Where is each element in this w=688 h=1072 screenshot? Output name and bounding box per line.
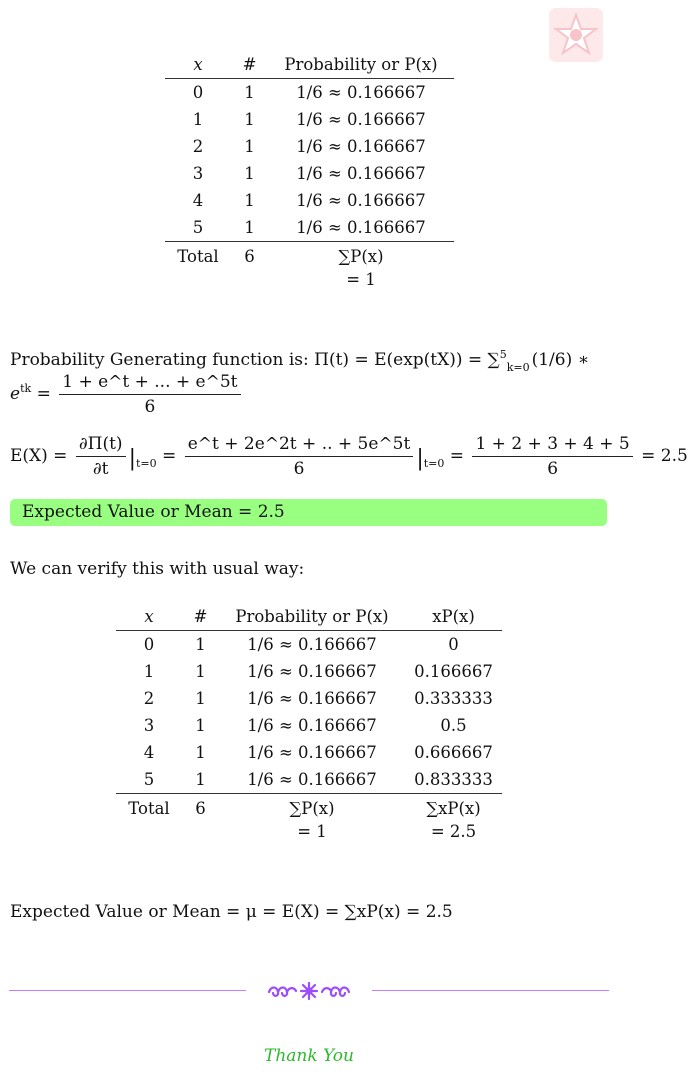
table-row	[165, 214, 454, 242]
cell-x: 3	[192, 164, 204, 183]
pgf-fraction	[59, 372, 240, 417]
cell-probability: 1/6 ≈ 0.166667	[247, 635, 377, 654]
ex-mid-num: e^t + 2e^2t + .. + 5e^5t	[185, 434, 414, 457]
ex-d-num: ∂Π(t)	[76, 434, 126, 457]
table-header-row	[165, 52, 454, 79]
ex-d-den: ∂t	[92, 459, 109, 479]
cell-count: 1	[195, 743, 206, 762]
cell-count: 1	[195, 635, 206, 654]
cell-count: 1	[244, 191, 255, 210]
cell-xp: 0.333333	[414, 689, 493, 708]
cell-x: 0	[192, 83, 204, 102]
cell-x: 1	[143, 662, 155, 681]
header-x: x	[116, 604, 182, 631]
cell-count: 1	[195, 662, 206, 681]
verification-table	[116, 604, 502, 848]
pgf-sum-upper: 5	[499, 348, 507, 361]
header-xp: xP(x)	[405, 604, 502, 631]
cell-x: 2	[143, 689, 155, 708]
floral-ornament-icon	[265, 980, 353, 1002]
table-row	[165, 106, 454, 133]
pgf-lhs-base: e	[10, 384, 21, 404]
cell-x: 1	[192, 110, 204, 129]
cell-count: 1	[244, 164, 255, 183]
cell-probability: 1/6 ≈ 0.166667	[296, 164, 426, 183]
header-probability: Probability or P(x)	[268, 52, 454, 79]
pgf-line-2	[10, 372, 244, 417]
cell-count: 1	[195, 770, 206, 789]
ex-mid-fraction	[185, 434, 414, 479]
sum-xp-value: = 2.5	[430, 822, 477, 841]
cell-x: 5	[192, 218, 204, 237]
ex-derivative	[76, 434, 126, 479]
ex-lhs: E(X) =	[10, 446, 68, 466]
cell-count: 1	[244, 110, 255, 129]
sum-p-value: = 1	[297, 822, 327, 841]
thank-you-text: Thank You	[263, 1046, 354, 1066]
cell-count: 1	[244, 137, 255, 156]
cell-probability: 1/6 ≈ 0.166667	[247, 689, 377, 708]
cell-count: 1	[244, 83, 255, 102]
cell-x: 3	[143, 716, 155, 735]
header-probability: Probability or P(x)	[219, 604, 405, 631]
pgf-frac-num: 1 + e^t + ... + e^5t	[59, 372, 240, 395]
table-row	[165, 160, 454, 187]
cell-probability: 1/6 ≈ 0.166667	[296, 191, 426, 210]
pgf-sum-lower: k=0	[506, 361, 530, 374]
ex-result: = 2.5	[641, 446, 688, 466]
sum-p-value: = 1	[346, 270, 376, 289]
table-row	[116, 685, 502, 712]
header-x: x	[165, 52, 231, 79]
ex-final-fraction	[472, 434, 632, 479]
star-logo-icon	[549, 8, 603, 62]
probability-table	[165, 52, 454, 296]
total-label: Total	[116, 794, 182, 823]
table-row	[165, 187, 454, 214]
total-label: Total	[165, 242, 231, 271]
cell-xp: 0.166667	[414, 662, 493, 681]
header-count: #	[231, 52, 268, 79]
cell-probability: 1/6 ≈ 0.166667	[247, 716, 377, 735]
total-row	[116, 794, 502, 823]
pgf-lhs-exp: tk	[20, 382, 32, 395]
cell-probability: 1/6 ≈ 0.166667	[296, 137, 426, 156]
cell-x: 2	[192, 137, 204, 156]
ex-final-den: 6	[547, 459, 559, 479]
cell-x: 5	[143, 770, 155, 789]
expected-value-highlight	[10, 499, 607, 526]
highlight-text: Expected Value or Mean = 2.5	[22, 502, 285, 522]
ex-eval-2: t=0	[423, 457, 445, 470]
cell-probability: 1/6 ≈ 0.166667	[296, 110, 426, 129]
total-count: 6	[182, 794, 219, 823]
table-row	[165, 133, 454, 160]
divider-right	[372, 990, 609, 991]
cell-count: 1	[195, 689, 206, 708]
ex-final-num: 1 + 2 + 3 + 4 + 5	[472, 434, 632, 457]
total-count: 6	[231, 242, 268, 271]
sum-row	[165, 270, 454, 296]
cell-probability: 1/6 ≈ 0.166667	[296, 218, 426, 237]
table-header-row	[116, 604, 502, 631]
pgf-line-1	[10, 348, 608, 374]
table-row	[116, 739, 502, 766]
table-row	[116, 766, 502, 794]
sum-p-label: ∑P(x)	[219, 794, 405, 823]
cell-count: 1	[244, 218, 255, 237]
cell-xp: 0	[448, 635, 459, 654]
total-row	[165, 242, 454, 271]
cell-probability: 1/6 ≈ 0.166667	[247, 743, 377, 762]
table-row	[116, 658, 502, 685]
cell-x: 4	[143, 743, 155, 762]
pgf-intro: Probability Generating function is: Π(t) = E(exp(tX)) = ∑	[10, 350, 500, 370]
verify-text: We can verify this with usual way:	[10, 559, 305, 579]
sum-xp-label: ∑xP(x)	[405, 794, 502, 823]
header-count: #	[182, 604, 219, 631]
cell-x: 0	[143, 635, 155, 654]
sum-p-label: ∑P(x)	[268, 242, 454, 271]
table-row	[165, 79, 454, 107]
cell-xp: 0.5	[440, 716, 467, 735]
cell-xp: 0.666667	[414, 743, 493, 762]
cell-probability: 1/6 ≈ 0.166667	[247, 770, 377, 789]
sum-row	[116, 822, 502, 848]
table-row	[116, 631, 502, 659]
cell-probability: 1/6 ≈ 0.166667	[247, 662, 377, 681]
pgf-eq: =	[36, 384, 51, 404]
pgf-frac-den: 6	[144, 397, 156, 417]
ex-eval-1: t=0	[135, 457, 157, 470]
final-expected-value: Expected Value or Mean = μ = E(X) = ∑xP(x) = 2.5	[10, 902, 453, 922]
divider-left	[9, 990, 246, 991]
pgf-tail: (1/6) ∗	[531, 350, 590, 370]
cell-xp: 0.833333	[414, 770, 493, 789]
cell-probability: 1/6 ≈ 0.166667	[296, 83, 426, 102]
cell-x: 4	[192, 191, 204, 210]
expectation-derivation: E(X) = $\frac{\partial\Pi(t)}{\partial t}$ $|_{t=0}$ = $\frac{e\^{}t + 2e\^{}2t + .. + 5e\^{}5t}{6}$ $|_{t=0}$ = $\frac{1 + 2 + 3 + 4 + 5}{6}$ = 2.5	[10, 434, 688, 479]
table-row	[116, 712, 502, 739]
ex-mid-den: 6	[293, 459, 305, 479]
cell-count: 1	[195, 716, 206, 735]
